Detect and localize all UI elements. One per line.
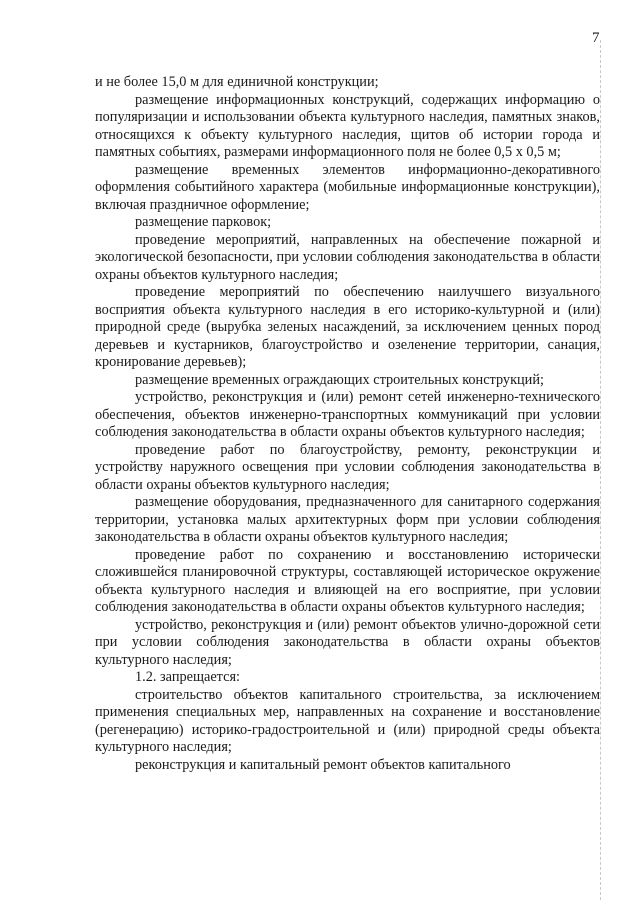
document-body: [95, 74, 600, 774]
paragraph-parking: размещение парковок;: [135, 214, 272, 230]
paragraph-capital-construction: строительство объектов капитального строительства, за исключением применения специальных мер, направленных на сохранение и восстановление (регенерацию) историко-градостроительной и (или) природной среды объекта культурного наследия;: [95, 686, 600, 755]
paragraph-historic-planning: проведение работ по сохранению и восстановлению исторически сложившейся планировочной структуры, составляющей историческое окружение объекта культурного наследия и влияющей на его восприятие, при условии соблюдения законодательства в области охраны объектов культурного наследия;: [95, 546, 600, 615]
paragraph-info-constructions: размещение информационных конструкций, содержащих информацию о популяризации и использовании объекта культурного наследия, памятных знаков, относящихся к объекту культурного наследия, щитов об истории города и памятных событиях, размерами информационного поля не более 0,5 х 0,5 м;: [95, 91, 600, 160]
paragraph-continuation: и не более 15,0 м для единичной конструкции;: [95, 74, 379, 90]
paragraph-fire-safety: проведение мероприятий, направленных на обеспечение пожарной и экологической безопасности, при условии соблюдения законодательства в области охраны объектов культурного наследия;: [95, 231, 600, 283]
section-heading-prohibited: 1.2. запрещается:: [135, 669, 240, 685]
paragraph-fencing: размещение временных ограждающих строительных конструкций;: [135, 371, 544, 388]
paragraph-road-network: устройство, реконструкция и (или) ремонт объектов улично-дорожной сети при условии соблюдения законодательства в области охраны объектов культурного наследия;: [95, 616, 600, 668]
scan-edge-line: [600, 40, 601, 900]
page-number: 7: [592, 30, 600, 46]
paragraph-reconstruction-start: реконструкция и капитальный ремонт объектов капитального: [135, 756, 511, 773]
paragraph-utility-networks: устройство, реконструкция и (или) ремонт сетей инженерно-технического обеспечения, объектов инженерно-транспортных коммуникаций при условии соблюдения законодательства в области охраны объектов культурного наследия;: [95, 389, 600, 440]
paragraph-sanitary-equipment: размещение оборудования, предназначенного для санитарного содержания территории, установка малых архитектурных форм при условии соблюдения законодательства в области охраны объектов культурного наследия;: [95, 494, 600, 545]
paragraph-outdoor-lighting: проведение работ по благоустройству, ремонту, реконструкции и устройству наружного освещения при условии соблюдения законодательства в области охраны объектов культурного наследия;: [95, 441, 600, 493]
paragraph-visual-perception: проведение мероприятий по обеспечению наилучшего визуального восприятия объекта культурного наследия в его историко-культурной и (или) природной среде (вырубка зеленых насаждений, за исключением ценных пород деревьев и кустарников, благоустройство и озеленение территории, санация, кронирование деревьев);: [95, 284, 600, 370]
paragraph-temporary-decor: размещение временных элементов информационно-декоративного оформления событийного характера (мобильные информационные конструкции), включая праздничное оформление;: [95, 161, 600, 213]
